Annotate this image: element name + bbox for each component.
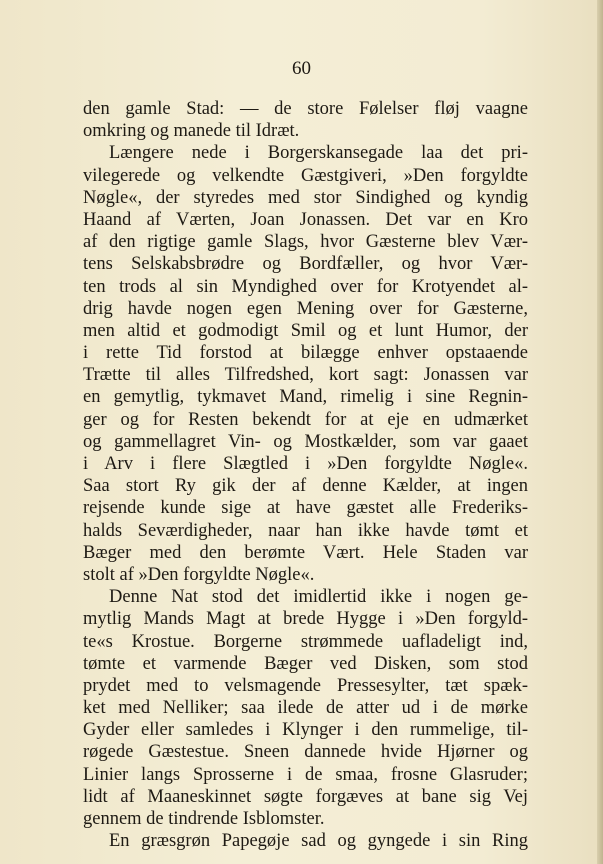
text-line: i Arv i flere Slægtled i »Den forgyldte Nøgle«. — [83, 454, 528, 474]
text-line: vilegerede og velkendte Gæstgiveri, »Den forgyldte — [83, 165, 528, 186]
text-line: Saa stort Ry gik der af denne Kælder, at ingen — [83, 476, 528, 497]
text-line: rejsende kunde sige at have gæstet alle Frederiks- — [83, 498, 528, 519]
text-line: men altid et godmodigt Smil og et lunt Humor, der — [83, 320, 528, 341]
text-line: ket med Nelliker; saa ilede de atter ud i de mørke — [83, 698, 528, 719]
text-line: røgede Gæstestue. Sneen dannede hvide Hjørner og — [83, 742, 528, 763]
page-edge — [597, 0, 603, 864]
text-line: ger og for Resten bekendt for at eje en udmærket — [83, 409, 528, 430]
text-line: Længere nede i Borgerskansegade laa det pri- — [109, 143, 528, 164]
text-line: den gamle Stad: — de store Følelser fløj vaagne — [83, 99, 528, 119]
text-line: Linier langs Sprosserne i de smaa, frosne Glasruder; — [83, 764, 528, 785]
text-line: Trætte til alles Tilfredshed, kort sagt: Jonassen var — [83, 365, 528, 386]
text-line: omkring og manede til Idræt. — [83, 121, 300, 142]
text-line: drig havde nogen egen Mening over for Gæsterne, — [83, 298, 528, 319]
text-line: gennem de tindrende Isblomster. — [83, 809, 325, 829]
text-line: prydet med to velsmagende Pressesylter, tæt spæk- — [83, 675, 528, 696]
text-line: Denne Nat stod det imidlertid ikke i nogen ge- — [109, 587, 528, 608]
text-line: tømte et varmende Bæger ved Disken, som stod — [83, 653, 528, 674]
text-line: i rette Tid forstod at bilægge enhver opstaaende — [83, 343, 528, 364]
text-line: mytlig Mands Magt at brede Hygge i »Den forgyld- — [83, 609, 528, 630]
text-line: af den rigtige gamle Slags, hvor Gæsterne blev Vær- — [83, 232, 528, 253]
text-line: tens Selskabsbrødre og Bordfæller, og hvor Vær- — [83, 254, 528, 275]
text-line: Bæger med den berømte Vært. Hele Staden var — [83, 542, 528, 563]
text-line: Gyder eller samledes i Klynger i den rummelige, til- — [83, 720, 528, 741]
text-line: te«s Krostue. Borgerne strømmede uafladeligt ind, — [83, 631, 528, 652]
text-line: og gammellagret Vin- og Mostkælder, som var gaaet — [83, 431, 528, 452]
page-number: 60 — [292, 58, 311, 79]
text-line: ten trods al sin Myndighed over for Krotyendet al- — [83, 276, 528, 297]
body-text — [83, 98, 528, 852]
text-line: En græsgrøn Papegøje sad og gyngede i sin Ring — [109, 831, 528, 852]
text-line: Nøgle«, der styredes med stor Sindighed og kyndig — [83, 187, 528, 208]
text-line: halds Seværdigheder, naar han ikke havde tømt et — [83, 520, 528, 541]
text-line: stolt af »Den forgyldte Nøgle«. — [83, 564, 315, 585]
text-line: en gemytlig, tykmavet Mand, rimelig i sine Regnin- — [83, 387, 528, 408]
text-line: lidt af Maaneskinnet søgte forgæves at bane sig Vej — [83, 786, 528, 807]
text-line: Haand af Værten, Joan Jonassen. Det var en Kro — [83, 209, 528, 230]
